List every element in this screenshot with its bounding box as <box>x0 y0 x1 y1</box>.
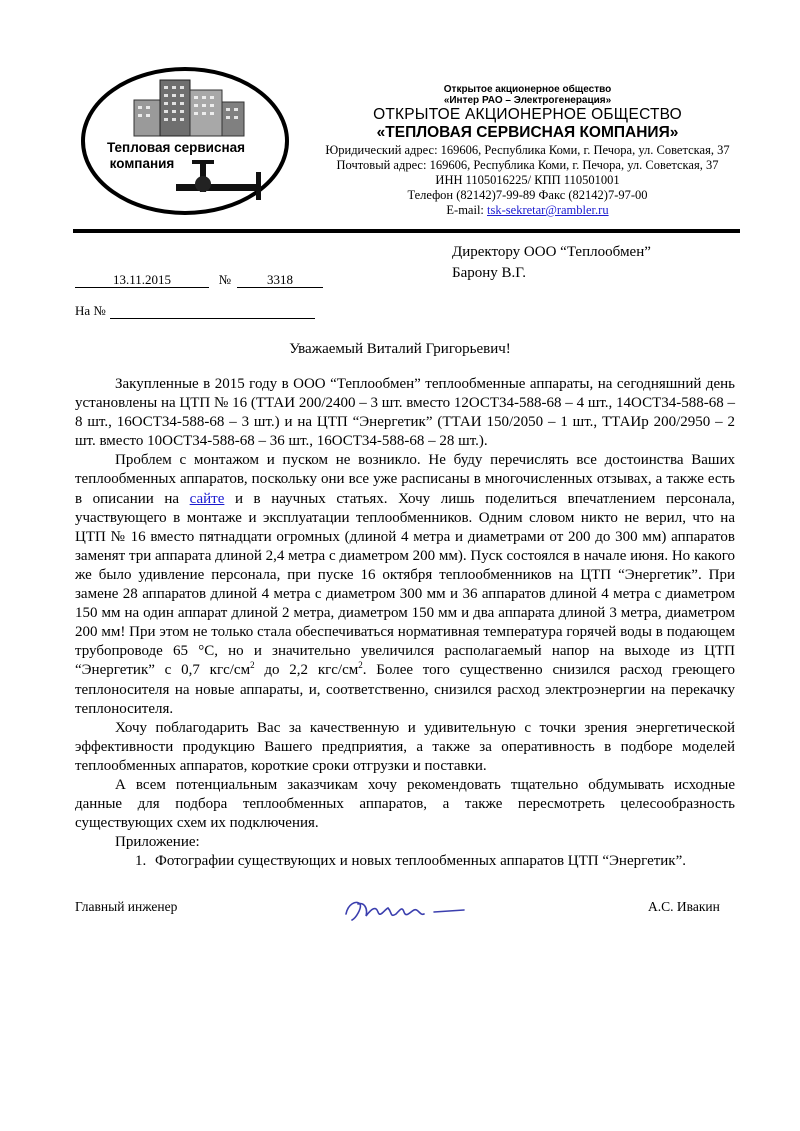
attachment-number: 1. <box>135 853 147 870</box>
letter-number: 3318 <box>237 272 323 288</box>
addressee-line2: Барону В.Г. <box>452 265 527 281</box>
attachment-text: Фотографии существующих и новых теплообменных аппаратов ЦТП “Энергетик”. <box>155 853 687 870</box>
in-reply-field <box>110 303 315 319</box>
superscript-2: 2 <box>358 660 363 671</box>
p2-text-a: Проблем с монтажом и пуском не возникло. Не буду перечислять все достоинства Ваших теплообменных аппаратов, поскольку они все уже расписаны в многочисленных отзывах, а также есть в описании на <box>75 452 735 507</box>
signatory-position: Главный инженер <box>75 899 178 914</box>
in-reply-label: На № <box>75 303 106 318</box>
org-type: ОТКРЫТОЕ АКЦИОНЕРНОЕ ОБЩЕСТВО <box>373 106 682 123</box>
legal-address: Юридический адрес: 169606, Республика Коми, г. Печора, ул. Советская, 37 <box>325 143 730 157</box>
paragraph-4: А всем потенциальным заказчикам хочу рекомендовать тщательно обдумывать исходные данные для подбора теплообменных аппаратов, а также пересмотреть целесообразность существующих схем их подключения. <box>75 776 735 832</box>
parent-org-line2: «Интер РАО – Электрогенерация» <box>443 95 612 106</box>
org-name: «ТЕПЛОВАЯ СЕРВИСНАЯ КОМПАНИЯ» <box>376 124 679 141</box>
p2-text-c: до 2,2 кгс/см <box>254 662 359 679</box>
inn-kpp: ИНН 1105016225/ КПП 110501001 <box>435 173 620 187</box>
phone-fax: Телефон (82142)7-99-89 Факс (82142)7-97-00 <box>407 188 648 202</box>
number-sign: № <box>218 272 231 287</box>
logo-text-line1: Тепловая сервисная <box>106 140 246 155</box>
paragraph-1: Закупленные в 2015 году в ООО “Теплообмен” теплообменные аппараты, на сегодняшний день установлены на ЦТП № 16 (ТТАИ 200/2400 – 3 шт. вместо 12ОСТ34-588-68 – 4 шт., 14ОСТ34-588-68 – 8 шт., 16ОСТ34-588-68 – 3 шт.) и на ЦТП “Энергетик” (ТТАИ 150/2050 – 1 шт., ТТАИр 200/2950 – 2 шт. вместо 10ОСТ34-588-68 – 36 шт., 16ОСТ34-588-68 – 28 шт.). <box>75 376 735 450</box>
paragraph-2 <box>75 451 735 718</box>
attachment-label: Приложение: <box>115 834 200 851</box>
email-link[interactable]: tsk-sekretar@rambler.ru <box>487 203 609 217</box>
parent-org-line1: Открытое акционерное общество <box>443 84 612 95</box>
header-divider <box>73 229 740 233</box>
website-link[interactable]: сайте <box>189 490 225 507</box>
salutation: Уважаемый Виталий Григорьевич! <box>289 341 511 357</box>
paragraph-3: Хочу поблагодарить Вас за качественную и удивительную с точки зрения энергетической эффективности продукцию Вашего предприятия, а также за оперативность в подборе моделей теплообменных аппаратов, короткие сроки отгрузки и поставки. <box>75 719 735 774</box>
postal-address: Почтовый адрес: 169606, Республика Коми, г. Печора, ул. Советская, 37 <box>336 158 719 172</box>
signatory-name: А.С. Ивакин <box>648 899 720 914</box>
p2-text-b: и в научных статьях. Хочу лишь поделиться впечатлением персонала, участвующего в монтаже и эксплуатации теплообменников. Одним словом никто не верил, что на ЦТП № 16 вместо пятнадцати огромных (длиной 4 метра и диаметрами от 200 до 300 мм) аппаратов заменят три аппарата длиной 2,4 метра с диаметром 200 мм). Пуск состоялся в начале июня. Но какого же было удивление персонала, при пуске 16 октября теплообменников на ЦТП “Энергетик”. При замене 28 аппаратов длиной 4 метра с диаметром 300 мм и 36 аппаратов длиной 4 метра с диаметром 150 мм на один аппарат длиной 2 метра, диаметром 150 мм и два аппарата длиной 3 метра, диаметром 200 мм! При этом не только стала обеспечиваться нормативная температура горячей воды в подающем трубопроводе 65 °С, но и значительно увеличился располагаемый напор на выходе из ЦТП “Энергетик” с 0,7 кгс/см <box>75 490 736 679</box>
email-label: E-mail: <box>446 203 488 217</box>
outgoing-reference <box>75 272 323 288</box>
attachment-item <box>75 852 735 871</box>
in-reply-reference <box>75 303 315 319</box>
letter-date: 13.11.2015 <box>75 272 209 288</box>
handwritten-signature <box>338 890 478 930</box>
company-logo <box>80 66 290 216</box>
addressee-block <box>452 242 651 284</box>
superscript-1: 2 <box>250 660 255 671</box>
email-line <box>300 203 755 218</box>
p2-text-d: . Более того существенно снизился расход греющего теплоносителя на новые аппараты, и, соответственно, снизился расход электроэнергии на перекачку теплоносителя. <box>75 662 735 717</box>
addressee-line1: Директору ООО “Теплообмен” <box>452 244 651 260</box>
logo-text-line2: компания <box>109 156 175 171</box>
letter-body <box>75 375 735 871</box>
